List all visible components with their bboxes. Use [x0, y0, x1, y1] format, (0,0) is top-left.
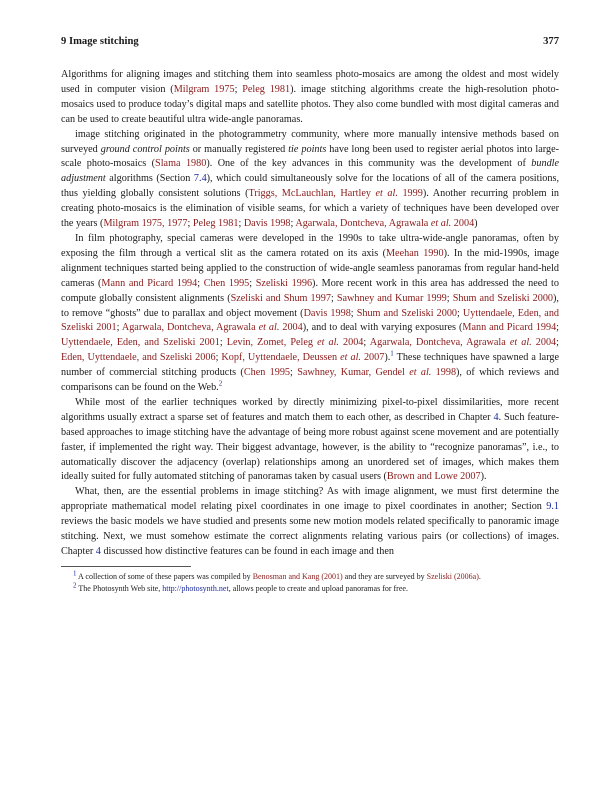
citation-link[interactable]: Peleg 1981 [242, 83, 291, 95]
citation-link[interactable]: Eden, Uyttendaele, and Szeliski 2006 [61, 352, 216, 364]
text-run: have long been used to register aerial photos into large-scale photo-mosaics ( [61, 143, 560, 170]
citation-link[interactable]: 2004 [451, 218, 475, 230]
text-run: or manually registered [189, 143, 289, 155]
text-run: ). [384, 352, 391, 364]
citation-link[interactable]: Sawhney and Kumar 1999 [336, 292, 447, 304]
paragraph [61, 232, 559, 396]
citation-link[interactable]: Peleg 1981 [192, 218, 239, 230]
text-run: , allows people to create and upload panoramas for free. [228, 583, 408, 593]
citation-link[interactable]: 1998 [431, 367, 457, 379]
text-run: algorithms (Section [105, 173, 194, 185]
text-run: The Photosynth Web site, [76, 583, 163, 593]
text-run: reviews the basic models we have studied and presents some new motion models related specifically to panoramic image stitching. Next, we must somehow estimate the correct alignments relating various pairs (or collections) of images. Chapter [61, 516, 559, 557]
footnote-marker[interactable]: 1 [73, 569, 77, 578]
text-run: ), of which reviews and comparisons can be found on the Web. [61, 367, 559, 394]
citation-link[interactable]: Milgram 1975 [173, 83, 235, 95]
text-run: ; [187, 218, 193, 230]
citation-link[interactable]: Shum and Szeliski 2000 [452, 292, 554, 304]
footnote-marker[interactable]: 1 [390, 349, 394, 358]
citation-link[interactable]: et al. [340, 352, 361, 364]
text-run: ; [457, 307, 463, 319]
citation-link[interactable]: Mann and Picard 1994 [462, 322, 557, 334]
body-text [61, 68, 559, 560]
citation-link[interactable]: Kopf, Uyttendaele, Deussen [221, 352, 341, 364]
citation-link[interactable]: Shum and Szeliski 2000 [356, 307, 458, 319]
text-run: ; [363, 337, 370, 349]
text-run: ; [290, 218, 296, 230]
emphasis: bundle adjustment [61, 158, 560, 185]
text-run: ), and to deal with varying exposures ( [302, 322, 463, 334]
citation-link[interactable]: Chen 1995 [243, 367, 291, 379]
running-header [61, 36, 559, 56]
footnote-marker[interactable]: 2 [218, 379, 223, 388]
text-run: ) [474, 218, 478, 230]
text-run: ; [116, 322, 122, 334]
text-run: ; [290, 367, 298, 379]
page-number: 377 [543, 36, 559, 47]
citation-link[interactable]: et al. [509, 337, 532, 349]
citation-link[interactable]: 1999 [397, 188, 423, 200]
chapter-title: 9 Image stitching [61, 36, 139, 47]
citation-link[interactable]: Brown and Lowe 2007 [386, 471, 481, 483]
text-run: ), which could simultaneously solve for the locations of all of the camera positions, thus yielding globally consistent solutions ( [61, 173, 559, 200]
text-run: and they are surveyed by [342, 571, 427, 581]
citation-link[interactable]: Levin, Zomet, Peleg [226, 337, 318, 349]
emphasis: tie points [288, 143, 327, 155]
text-run: ). [480, 471, 487, 483]
paragraph [61, 68, 559, 128]
citation-link[interactable]: Davis 1998 [243, 218, 291, 230]
citation-link[interactable]: et al. [375, 188, 398, 200]
citation-link[interactable]: Milgram 1975, 1977 [103, 218, 188, 230]
citation-link[interactable]: et al. [430, 218, 452, 230]
paragraph [61, 128, 559, 232]
text-run: ; [197, 277, 204, 289]
text-run: A collection of some of these papers was compiled by [76, 571, 253, 581]
paragraph [61, 485, 559, 560]
citation-link[interactable]: Slama 1980 [155, 158, 207, 170]
citation-link[interactable]: et al. [409, 367, 432, 379]
text-run: ; [238, 218, 244, 230]
citation-link[interactable]: Benosman and Kang (2001) [252, 571, 343, 581]
paragraph [61, 396, 559, 485]
citation-link[interactable]: Meehan 1990 [386, 247, 444, 259]
citation-link[interactable]: 2004 [338, 337, 364, 349]
text-run: These techniques have spawned a large number of commercial stitching products ( [61, 352, 560, 379]
text-run: ; [556, 337, 559, 349]
footnote-marker[interactable]: 2 [73, 581, 77, 590]
cross-reference-link[interactable]: 7.4 [193, 173, 207, 185]
text-run: ; [556, 322, 560, 334]
text-run: ; [350, 307, 357, 319]
citation-link[interactable]: et al. [317, 337, 339, 349]
cross-reference-link[interactable]: 9.1 [546, 501, 559, 513]
citation-link[interactable]: et al. [258, 322, 280, 334]
citation-link[interactable]: Uyttendaele, Eden, and Szeliski 2001 [61, 307, 560, 334]
text-run: ). More recent work in this area has addressed the need to compute globally consistent alignments ( [61, 277, 559, 304]
url-link[interactable]: http://photosynth.net [162, 583, 229, 593]
cross-reference-link[interactable]: 4 [493, 411, 499, 423]
text-run: ), to remove “ghosts” due to parallax and object movement ( [61, 292, 559, 319]
citation-link[interactable]: 2004 [279, 322, 303, 334]
citation-link[interactable]: Mann and Picard 1994 [101, 277, 198, 289]
citation-link[interactable]: Chen 1995 [203, 277, 250, 289]
citation-link[interactable]: Agarwala, Dontcheva, Agrawala [369, 337, 510, 349]
text-run: ). Another recurring problem in creating photo-mosaics is the elimination of visible seams, for which a variety of techniques have been developed over the years ( [61, 188, 560, 230]
citation-link[interactable]: Szeliski (2006a) [426, 571, 479, 581]
text-run: Algorithms for aligning images and stitching them into seamless photo-mosaics are among the oldest and most widely used in computer vision ( [61, 69, 559, 95]
footnote [61, 583, 559, 594]
citation-link[interactable]: 2004 [531, 337, 557, 349]
text-run: ; [330, 292, 337, 304]
emphasis: ground control points [100, 143, 190, 155]
footnotes [61, 571, 559, 594]
citation-link[interactable]: Szeliski 1996 [255, 277, 313, 289]
citation-link[interactable]: Triggs, McLauchlan, Hartley [248, 188, 376, 200]
text-run: ). In the mid-1990s, image alignment techniques started being applied to the construction of wide-angle seamless panoramas from regular hand-held cameras ( [61, 247, 559, 289]
cross-reference-link[interactable]: 4 [95, 546, 101, 557]
text-run: While most of the earlier techniques worked by directly minimizing pixel-to-pixel dissimilarities, more recent algorithms usually extract a sparse set of features and match them to each other, as described in Chapter [61, 396, 559, 423]
text-run: ). image stitching algorithms create the high-resolution photo-mosaics used to produce today’s digital maps and satellite photos. They also come bundled with most digital cameras and can be used to create beautiful ultra wide-angle panoramas. [61, 83, 559, 125]
citation-link[interactable]: Agarwala, Dontcheva, Agrawala [295, 218, 431, 230]
citation-link[interactable]: Davis 1998 [303, 307, 351, 319]
citation-link[interactable]: Szeliski and Shum 1997 [230, 292, 331, 304]
text-run: image stitching originated in the photogrammetry community, where more manually intensive methods based on surveyed [61, 128, 559, 155]
citation-link[interactable]: 2007 [360, 352, 385, 364]
text-run: ; [249, 277, 256, 289]
citation-link[interactable]: Uyttendaele, Eden, and Szeliski 2001 [61, 337, 220, 349]
text-run: In film photography, special cameras were developed in the 1990s to take ultra-wide-angle panoramas, often by exposing the film through a vertical slit as the camera rotated on its axis ( [61, 232, 559, 259]
text-run: ). One of the key advances in this community was the development of [206, 158, 532, 170]
footnote [61, 571, 559, 582]
text-run: discussed how distinctive features can be found in each image and then [100, 546, 394, 557]
text-run: What, then, are the essential problems in image stitching? As with image alignment, we must first determine the appropriate mathematical model relating pixel coordinates in one image to pixel coordinates in another; Section [61, 486, 559, 513]
text-run: . [478, 571, 481, 581]
text-run: . Such feature-based approaches to image stitching have the advantage of being more robust against scene movement and are potentially faster, if implemented the right way. Their biggest advantage, however, is the ability to “recognize panoramas”, i.e., to automatically discover the adjacency (overlap) relationships among an unordered set of images, which makes them ideally suited for fully automated stitching of panoramas taken by casual users ( [61, 411, 559, 483]
text-run: ; [234, 83, 243, 95]
text-run: ; [219, 337, 227, 349]
text-run: ; [446, 292, 453, 304]
text-run: ; [215, 352, 222, 364]
page [61, 36, 559, 595]
citation-link[interactable]: Agarwala, Dontcheva, Agrawala [121, 322, 259, 334]
footnote-rule [61, 566, 191, 567]
citation-link[interactable]: Sawhney, Kumar, Gendel [297, 367, 410, 379]
